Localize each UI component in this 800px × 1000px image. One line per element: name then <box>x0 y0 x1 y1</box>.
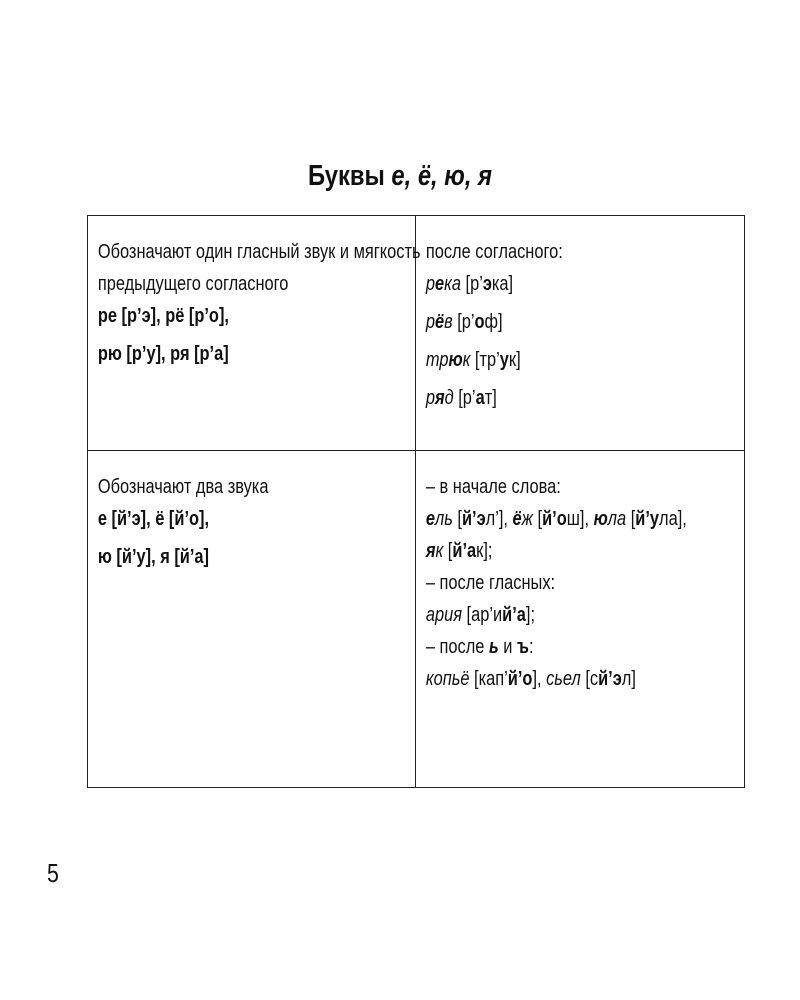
table-row <box>88 216 745 451</box>
example-word: ряд [р’ат] <box>425 387 497 409</box>
example-word: рёв [р’оф] <box>425 311 503 333</box>
example-line: ель [й’эл’], ёж [й’ош], юла [й’ула], <box>425 508 687 530</box>
rule-description: Обозначают один гласный звук и мягкость предыдущего согласного <box>97 241 421 295</box>
page-title <box>72 160 728 193</box>
context-heading: – в начале слова: <box>425 476 561 498</box>
example-line: як [й’ак]; <box>425 540 493 562</box>
context-heading: после согласного: <box>425 241 563 263</box>
example-line: ария [ар’ий’а]; <box>425 604 536 626</box>
title-prefix: Буквы <box>307 160 392 192</box>
cell-right-1 <box>416 216 745 451</box>
table-row <box>88 451 745 788</box>
context-heading: – после ь и ъ: <box>425 636 534 658</box>
cell-right-2 <box>416 451 745 788</box>
rule-example: ю [й’у], я [й’а] <box>97 546 210 568</box>
example-word: трюк [тр’ук] <box>425 349 521 371</box>
title-letters: е, ё, ю, я <box>391 160 493 192</box>
page-number: 5 <box>47 858 59 888</box>
cell-left-2 <box>88 451 416 788</box>
rule-example: ре [р’э], рё [р’о], <box>97 305 229 327</box>
rule-example: рю [р’у], ря [р’а] <box>97 343 229 365</box>
example-line: копьё [кап’й’о], сьел [сй’эл] <box>425 668 636 690</box>
cell-left-1 <box>88 216 421 451</box>
rule-description: Обозначают два звука <box>97 476 269 498</box>
rules-table <box>87 215 745 788</box>
rule-example: е [й’э], ё [й’о], <box>97 508 210 530</box>
example-word: река [р’эка] <box>425 273 514 295</box>
context-heading: – после гласных: <box>425 572 556 594</box>
